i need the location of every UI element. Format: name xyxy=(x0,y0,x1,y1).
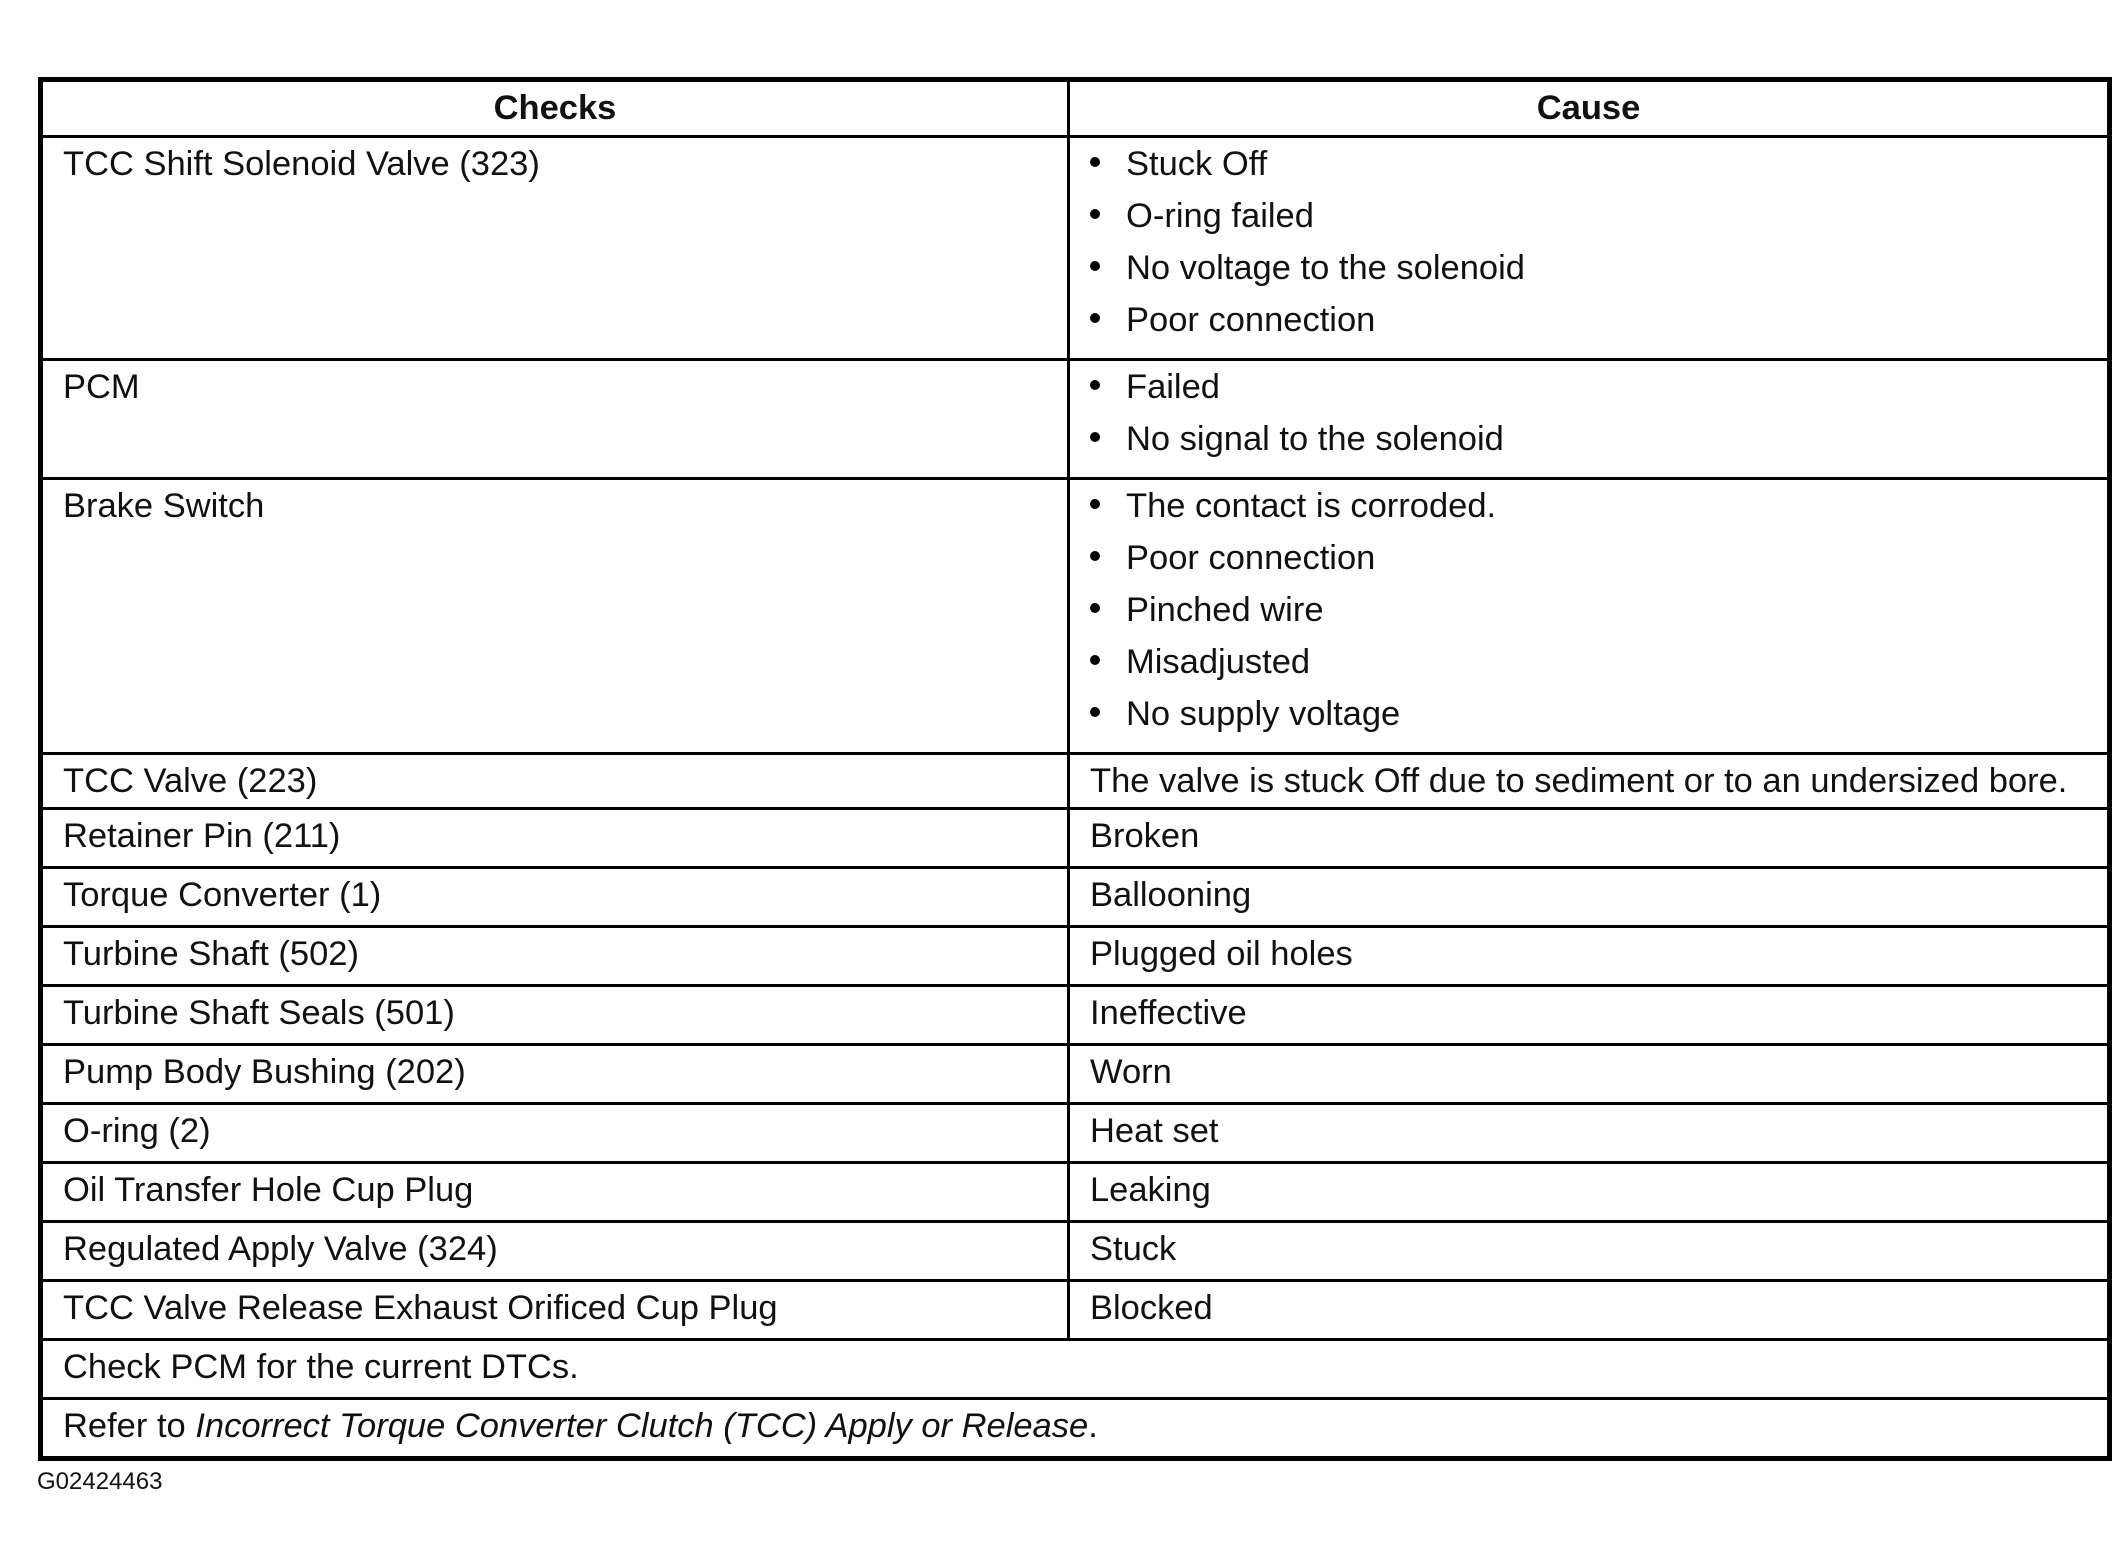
cause-cell: Ineffective xyxy=(1069,986,2110,1045)
list-item xyxy=(1090,248,2089,300)
check-cell: TCC Shift Solenoid Valve (323) xyxy=(41,136,1069,359)
cause-text: Poor connection xyxy=(1126,300,1376,339)
checks-header: Checks xyxy=(41,80,1069,137)
table-row xyxy=(41,753,2110,809)
cause-cell: Blocked xyxy=(1069,1281,2110,1340)
cause-text: Stuck Off xyxy=(1126,144,1268,183)
note-row xyxy=(41,1340,2110,1399)
bullet-icon xyxy=(1090,603,1100,613)
cause-text: No supply voltage xyxy=(1126,694,1401,733)
cause-text: The contact is corroded. xyxy=(1126,486,1497,525)
table-row xyxy=(41,809,2110,868)
table-header-row xyxy=(41,80,2110,137)
cause-cell: Heat set xyxy=(1069,1104,2110,1163)
cause-list xyxy=(1090,367,2089,471)
list-item xyxy=(1090,590,2089,642)
bullet-icon xyxy=(1090,380,1100,390)
check-cell: Retainer Pin (211) xyxy=(41,809,1069,868)
table-row xyxy=(41,478,2110,753)
table-row xyxy=(41,1163,2110,1222)
cause-cell: Leaking xyxy=(1069,1163,2110,1222)
check-cell: TCC Valve Release Exhaust Orificed Cup Plug xyxy=(41,1281,1069,1340)
bullet-icon xyxy=(1090,432,1100,442)
check-cell: TCC Valve (223) xyxy=(41,753,1069,809)
cause-list xyxy=(1090,486,2089,746)
refer-prefix: Refer to xyxy=(63,1407,196,1446)
cause-cell: Broken xyxy=(1069,809,2110,868)
check-cell: Turbine Shaft Seals (501) xyxy=(41,986,1069,1045)
cause-cell xyxy=(1069,136,2110,359)
table-row xyxy=(41,1222,2110,1281)
check-cell: Brake Switch xyxy=(41,478,1069,753)
list-item xyxy=(1090,367,2089,419)
list-item xyxy=(1090,300,2089,352)
list-item xyxy=(1090,144,2089,196)
bullet-icon xyxy=(1090,157,1100,167)
table-row xyxy=(41,1045,2110,1104)
table-row xyxy=(41,986,2110,1045)
list-item xyxy=(1090,486,2089,538)
cause-cell: Stuck xyxy=(1069,1222,2110,1281)
table-row xyxy=(41,136,2110,359)
diagnostic-table-container xyxy=(38,77,2107,1461)
bullet-icon xyxy=(1090,707,1100,717)
refer-suffix: . xyxy=(1088,1407,1098,1446)
check-cell: Regulated Apply Valve (324) xyxy=(41,1222,1069,1281)
table-row xyxy=(41,1281,2110,1340)
cause-text: No voltage to the solenoid xyxy=(1126,248,1525,287)
cause-text: Misadjusted xyxy=(1126,642,1311,681)
cause-text: Pinched wire xyxy=(1126,590,1324,629)
table-row xyxy=(41,868,2110,927)
check-cell: Turbine Shaft (502) xyxy=(41,927,1069,986)
cause-list xyxy=(1090,144,2089,352)
cause-text: Failed xyxy=(1126,367,1220,406)
refer-note xyxy=(41,1399,2110,1459)
check-cell: O-ring (2) xyxy=(41,1104,1069,1163)
cause-cell: Plugged oil holes xyxy=(1069,927,2110,986)
cause-text: Poor connection xyxy=(1126,538,1376,577)
diagnostic-table xyxy=(38,77,2112,1461)
bullet-icon xyxy=(1090,655,1100,665)
cause-header: Cause xyxy=(1069,80,2110,137)
bullet-icon xyxy=(1090,499,1100,509)
table-row xyxy=(41,1104,2110,1163)
note-row xyxy=(41,1399,2110,1459)
check-cell: Oil Transfer Hole Cup Plug xyxy=(41,1163,1069,1222)
check-cell: Pump Body Bushing (202) xyxy=(41,1045,1069,1104)
cause-cell: The valve is stuck Off due to sediment or to an undersized bore. xyxy=(1069,753,2110,809)
cause-cell xyxy=(1069,478,2110,753)
table-row xyxy=(41,927,2110,986)
bullet-icon xyxy=(1090,209,1100,219)
bullet-icon xyxy=(1090,261,1100,271)
cause-cell xyxy=(1069,359,2110,478)
refer-link-text: Incorrect Torque Converter Clutch (TCC) Apply or Release xyxy=(195,1407,1089,1446)
table-row xyxy=(41,359,2110,478)
cause-cell: Worn xyxy=(1069,1045,2110,1104)
cause-text: No signal to the solenoid xyxy=(1126,419,1504,458)
figure-id: G02424463 xyxy=(37,1468,163,1495)
check-cell: PCM xyxy=(41,359,1069,478)
list-item xyxy=(1090,694,2089,746)
check-cell: Torque Converter (1) xyxy=(41,868,1069,927)
list-item xyxy=(1090,419,2089,471)
list-item xyxy=(1090,538,2089,590)
bullet-icon xyxy=(1090,551,1100,561)
check-pcm-note: Check PCM for the current DTCs. xyxy=(41,1340,2110,1399)
list-item xyxy=(1090,642,2089,694)
cause-text: O-ring failed xyxy=(1126,196,1314,235)
bullet-icon xyxy=(1090,313,1100,323)
list-item xyxy=(1090,196,2089,248)
cause-cell: Ballooning xyxy=(1069,868,2110,927)
